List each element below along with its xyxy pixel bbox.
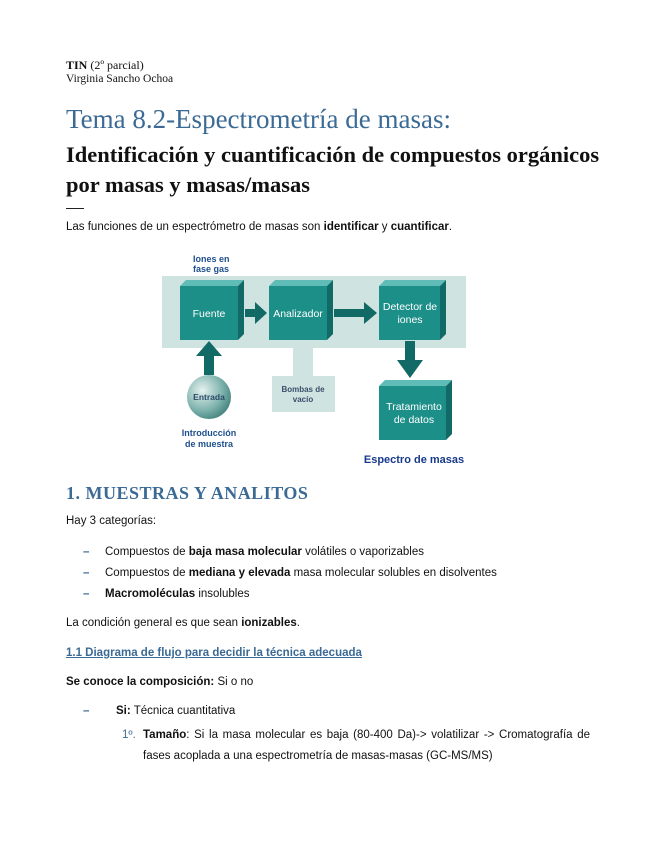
section-heading: 1. MUESTRAS Y ANALITOS bbox=[66, 483, 309, 503]
page-title: Tema 8.2-Espectrometría de masas: bbox=[66, 104, 451, 134]
composition-text: Si o no bbox=[214, 676, 254, 688]
composition-bold: Se conoce la composición: bbox=[66, 676, 215, 688]
intro-and: y bbox=[378, 221, 391, 233]
condition-period: . bbox=[296, 617, 300, 629]
list-dash: – bbox=[83, 705, 90, 717]
list-dash: – bbox=[83, 546, 90, 558]
course-header bbox=[66, 58, 144, 73]
category-list bbox=[66, 544, 606, 607]
categories-intro: Hay 3 categorías: bbox=[66, 515, 157, 527]
intro-period: . bbox=[448, 221, 453, 233]
item-text: Compuestos de bbox=[105, 546, 189, 558]
condition-paragraph bbox=[66, 617, 300, 629]
si-rest: Técnica cuantitativa bbox=[130, 705, 236, 717]
item-text: masa molecular solubles en disolventes bbox=[290, 567, 497, 579]
page-subtitle: Identificación y cuantificación de compuestos orgánicos por masas y masas/masas bbox=[66, 142, 600, 197]
mass-spectrometer-diagram bbox=[150, 248, 470, 470]
size-text: : Si la masa molecular es baja (80-400 Da)-> volatilizar -> Cromatografía de fases acoplada a una espectrometría de masas-masas (GC-MS/MS) bbox=[143, 729, 590, 762]
analyzer-label: Analizador bbox=[273, 308, 323, 320]
intro-quantify: cuantificar bbox=[390, 221, 449, 233]
list-item bbox=[66, 565, 606, 586]
pumps-label: Bombas de vacío bbox=[281, 385, 325, 404]
list-item bbox=[66, 586, 606, 607]
processing-label: Tratamiento de datos bbox=[386, 401, 442, 426]
si-text bbox=[116, 705, 235, 717]
composition-line bbox=[66, 676, 253, 688]
item-text: insolubles bbox=[195, 588, 250, 600]
course-code: TIN bbox=[66, 58, 88, 72]
course-period: (2º parcial) bbox=[87, 58, 144, 72]
source-label: Fuente bbox=[192, 308, 226, 320]
condition-text: La condición general es que sean bbox=[66, 617, 242, 629]
pump-box bbox=[272, 376, 335, 412]
inlet-label: Entrada bbox=[193, 392, 225, 402]
spectrum-caption: Espectro de masas bbox=[363, 454, 465, 466]
intro-text: Las funciones de un espectrómetro de masas son bbox=[66, 221, 324, 233]
list-dash: – bbox=[83, 567, 90, 579]
item-bold: baja masa molecular bbox=[188, 546, 302, 558]
ions-label: Iones en fase gas bbox=[193, 254, 230, 274]
size-bold: Tamaño bbox=[143, 729, 187, 741]
item-text: Compuestos de bbox=[105, 567, 189, 579]
condition-bold: ionizables bbox=[241, 617, 297, 629]
title-rule bbox=[66, 208, 84, 209]
author-name: Virginia Sancho Ochoa bbox=[66, 73, 174, 85]
list-dash: – bbox=[83, 588, 90, 600]
pump-stem bbox=[293, 348, 313, 378]
size-body bbox=[143, 725, 590, 767]
intro-paragraph bbox=[66, 221, 452, 233]
size-number: 1º. bbox=[122, 729, 136, 741]
item-text: volátiles o vaporizables bbox=[301, 546, 424, 558]
list-item bbox=[66, 544, 606, 565]
item-bold: mediana y elevada bbox=[188, 567, 291, 579]
item-bold: Macromoléculas bbox=[105, 588, 196, 600]
sample-label: Introducción de muestra bbox=[181, 428, 237, 449]
detector-label: Detector de iones bbox=[382, 301, 438, 326]
size-list-item bbox=[122, 725, 590, 767]
si-bold: Si: bbox=[116, 705, 131, 717]
intro-identify: identificar bbox=[323, 221, 379, 233]
subsection-heading: 1.1 Diagrama de flujo para decidir la técnica adecuada bbox=[66, 647, 362, 659]
